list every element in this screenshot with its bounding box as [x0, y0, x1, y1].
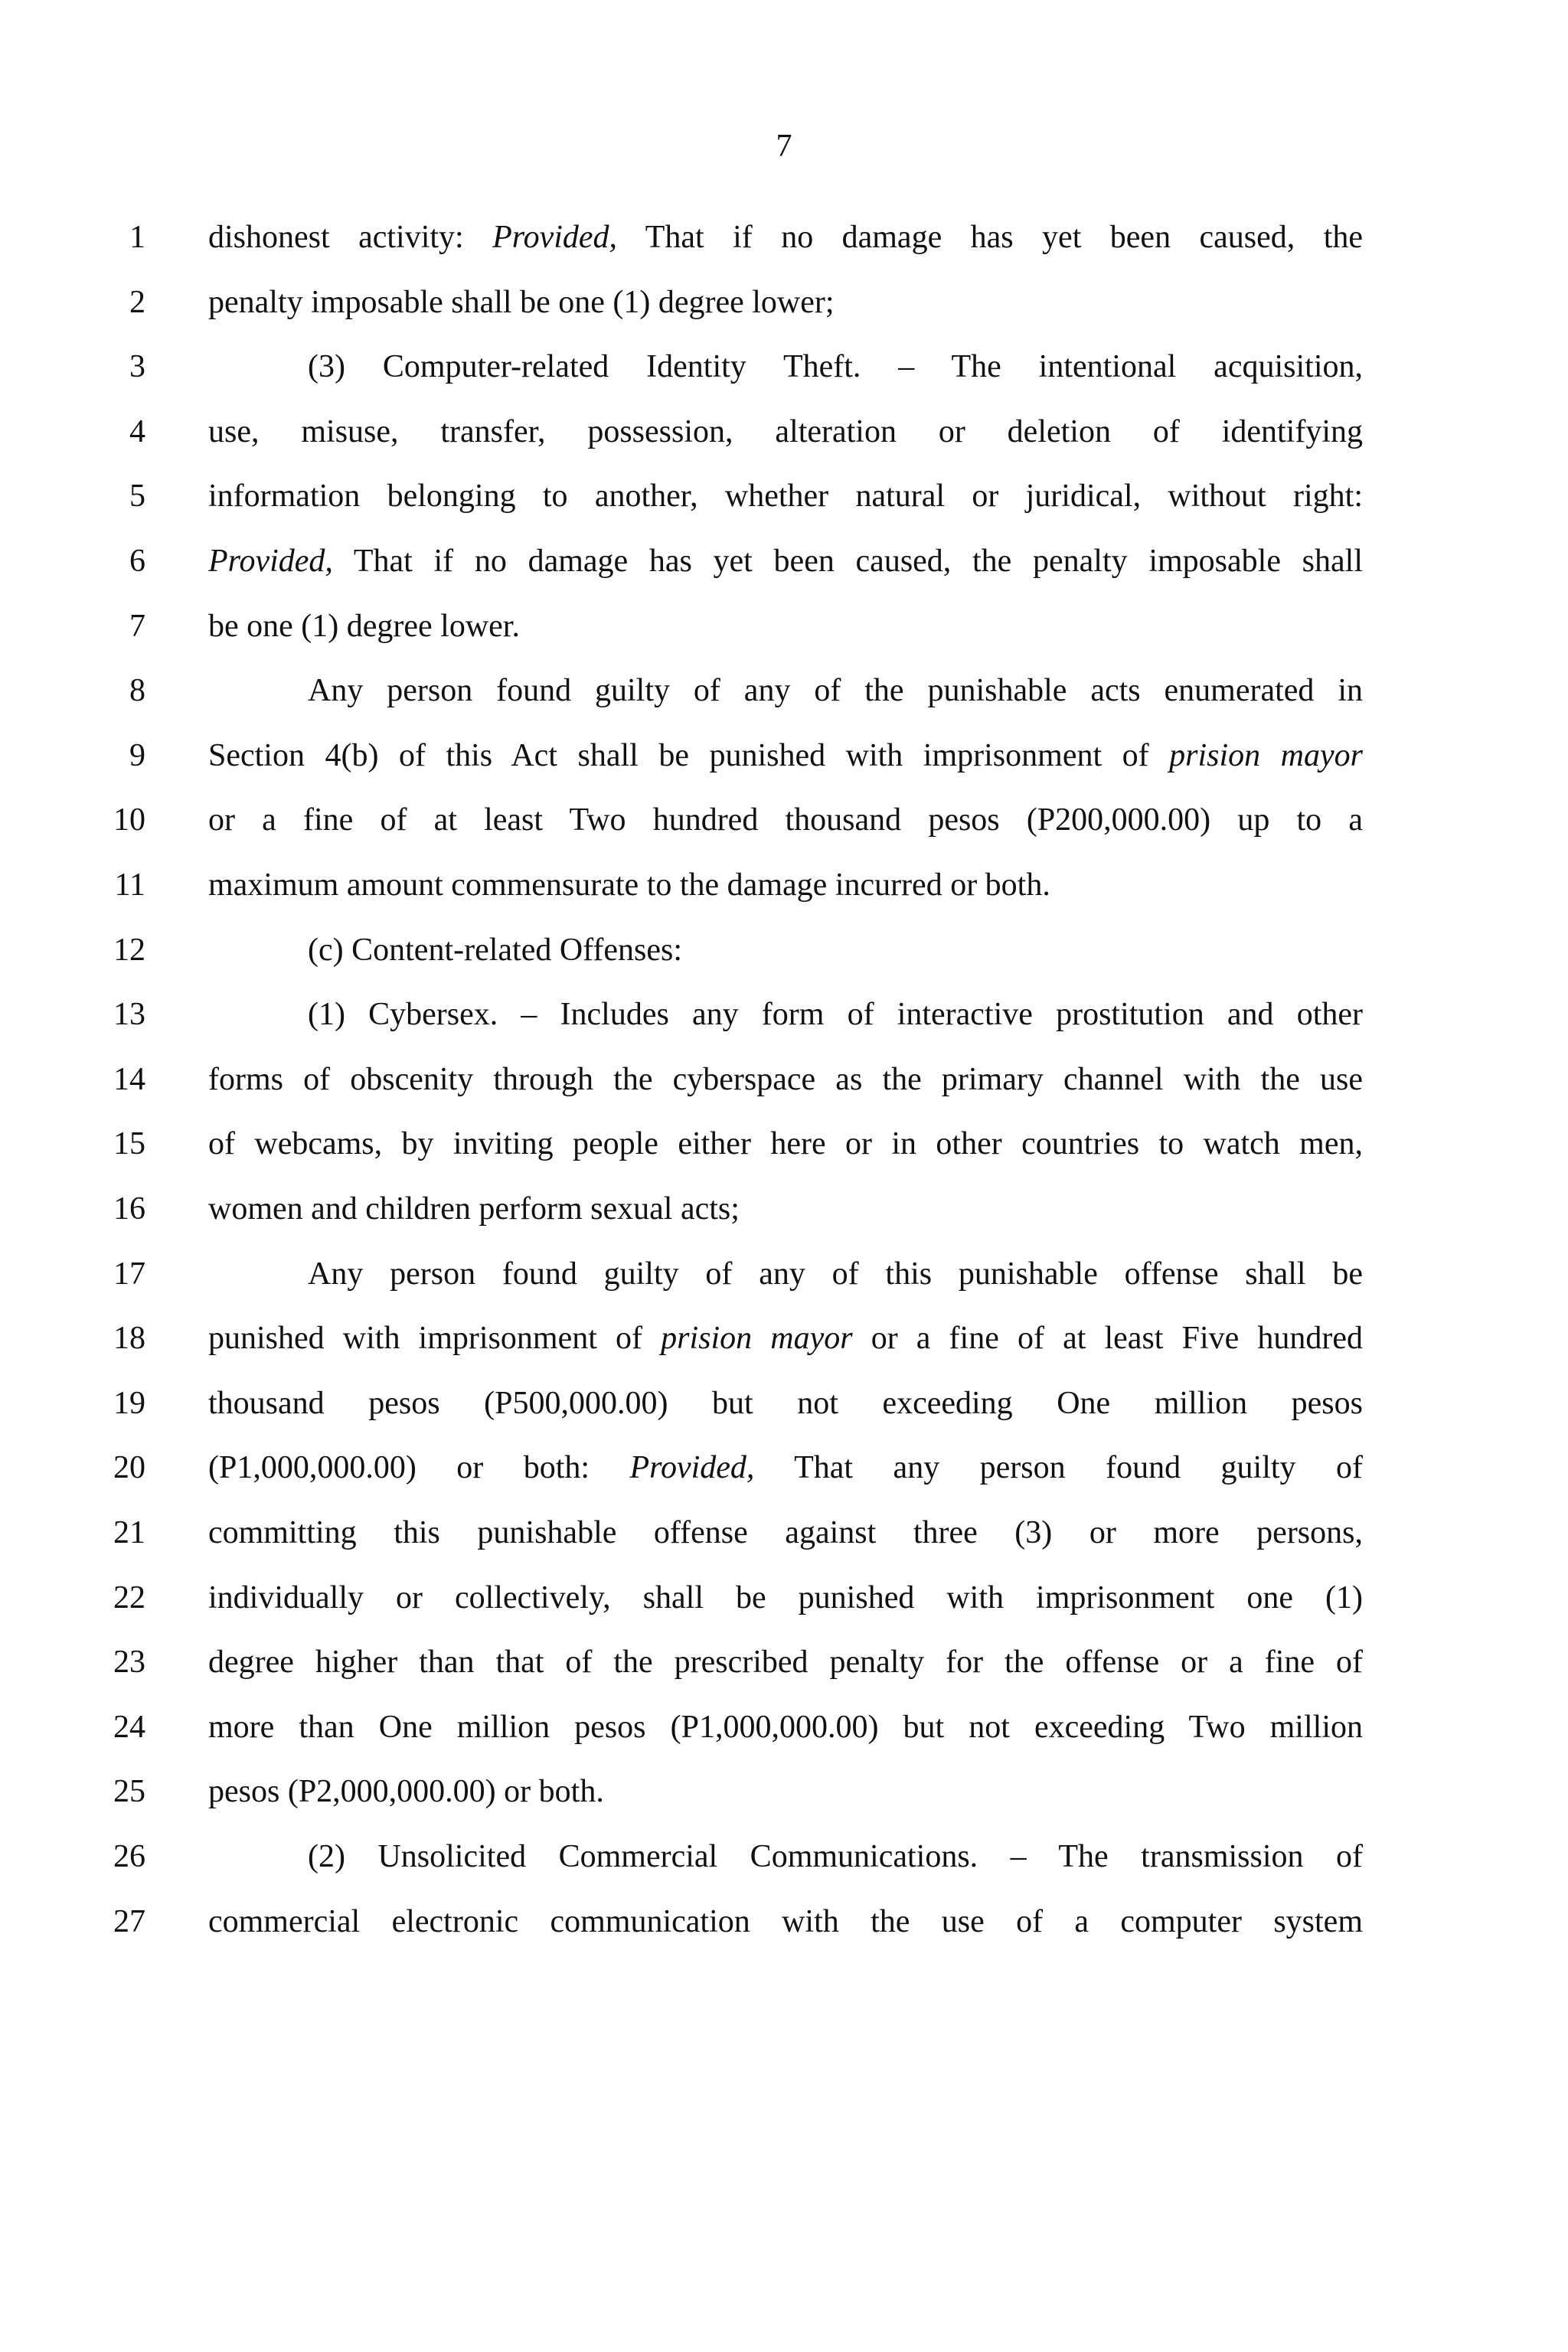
line-text [208, 724, 1363, 788]
line-text [208, 1306, 1363, 1370]
line-number: 8 [129, 673, 145, 709]
line-number: 4 [129, 413, 145, 449]
line-number: 24 [113, 1709, 145, 1745]
line-text [208, 1695, 1363, 1759]
text-segment: committing this punishable offense against three (3) or more persons, [208, 1515, 1363, 1550]
text-segment: use, misuse, transfer, possession, alteration or deletion of identifying [208, 413, 1363, 449]
line-number: 15 [113, 1126, 145, 1162]
text-segment: (2) Unsolicited Commercial Communications. – The transmission of [308, 1839, 1363, 1874]
text-segment: (c) Content-related Offenses: [308, 932, 683, 968]
text-segment: Section 4(b) of this Act shall be punished with imprisonment of [208, 737, 1170, 773]
line-number: 10 [113, 802, 145, 838]
text-segment: (1) Cybersex. – Includes any form of interactive prostitution and other [308, 997, 1363, 1033]
text-segment: more than One million pesos (P1,000,000.00) but not exceeding Two million [208, 1709, 1363, 1745]
page-number: 7 [776, 129, 792, 164]
document-line [0, 594, 1568, 658]
line-text [208, 1630, 1363, 1694]
document-line [0, 1112, 1568, 1176]
document-line [0, 853, 1568, 917]
document-line [0, 335, 1568, 399]
line-number: 26 [113, 1839, 145, 1874]
document-line [0, 1824, 1568, 1889]
line-text [208, 400, 1363, 464]
line-text [208, 529, 1363, 593]
italic-text: Provided, [492, 220, 618, 255]
text-segment: (3) Computer-related Identity Theft. – The intentional acquisition, [308, 349, 1363, 385]
line-text [208, 1501, 1363, 1565]
text-segment: maximum amount commensurate to the damage incurred or both. [208, 867, 1050, 903]
line-text [208, 1371, 1363, 1436]
document-line [0, 1759, 1568, 1824]
line-number: 17 [113, 1256, 145, 1292]
text-segment: That any person found guilty of [754, 1450, 1363, 1486]
line-number: 5 [129, 479, 145, 514]
document-line [0, 1890, 1568, 1954]
text-segment: Any person found guilty of any of the punishable acts enumerated in [308, 673, 1363, 709]
line-text [208, 982, 1363, 1047]
document-line [0, 270, 1568, 335]
line-text [208, 658, 1363, 723]
document-line [0, 1047, 1568, 1112]
text-segment: or a fine of at least Five hundred [852, 1321, 1363, 1357]
line-text [208, 1242, 1363, 1306]
text-segment: (P1,000,000.00) or both: [208, 1450, 630, 1486]
document-line [0, 1371, 1568, 1436]
text-segment: punished with imprisonment of [208, 1321, 662, 1357]
line-text [208, 205, 1363, 270]
line-number: 11 [114, 867, 145, 903]
text-segment: women and children perform sexual acts; [208, 1191, 740, 1227]
line-text [208, 594, 1363, 658]
line-number: 27 [113, 1903, 145, 1939]
line-number: 7 [129, 608, 145, 644]
document-line [0, 464, 1568, 528]
line-number: 12 [113, 932, 145, 968]
text-segment: That if no damage has yet been caused, the [617, 220, 1363, 255]
italic-text: prision mayor [1169, 737, 1363, 773]
line-text [208, 335, 1363, 399]
document-line [0, 1695, 1568, 1759]
line-text [208, 1177, 1363, 1241]
line-text [208, 1890, 1363, 1954]
line-text [208, 853, 1363, 917]
text-segment: of webcams, by inviting people either here or in other countries to watch men, [208, 1126, 1363, 1162]
line-number: 3 [129, 349, 145, 385]
document-line [0, 1630, 1568, 1694]
document-line [0, 400, 1568, 464]
line-text [208, 1047, 1363, 1112]
text-segment: individually or collectively, shall be punished with imprisonment one (1) [208, 1579, 1363, 1615]
italic-text: Provided, [208, 544, 333, 579]
line-text [208, 1566, 1363, 1630]
text-segment: or a fine of at least Two hundred thousand pesos (P200,000.00) up to a [208, 802, 1363, 838]
document-line [0, 1501, 1568, 1565]
line-number: 20 [113, 1450, 145, 1486]
line-number: 6 [129, 544, 145, 579]
line-text [208, 788, 1363, 852]
line-number: 13 [113, 997, 145, 1033]
document-line [0, 918, 1568, 982]
line-text [208, 918, 1363, 982]
line-text [208, 270, 1363, 335]
italic-text: prision mayor [661, 1321, 853, 1357]
line-number: 2 [129, 284, 145, 320]
line-number: 25 [113, 1774, 145, 1810]
line-number: 19 [113, 1385, 145, 1421]
text-segment: degree higher than that of the prescribed penalty for the offense or a fine of [208, 1645, 1363, 1681]
document-line [0, 205, 1568, 270]
line-text [208, 464, 1363, 528]
text-segment: pesos (P2,000,000.00) or both. [208, 1774, 604, 1810]
text-segment: thousand pesos (P500,000.00) but not exceeding One million pesos [208, 1385, 1363, 1421]
text-segment: Any person found guilty of any of this punishable offense shall be [308, 1256, 1363, 1292]
text-segment: forms of obscenity through the cyberspace as the primary channel with the use [208, 1061, 1363, 1097]
document-line [0, 982, 1568, 1047]
document-line [0, 1566, 1568, 1630]
document-line [0, 529, 1568, 593]
document-line [0, 1177, 1568, 1241]
document-line [0, 724, 1568, 788]
document-line [0, 788, 1568, 852]
line-text [208, 1759, 1363, 1824]
text-segment: That if no damage has yet been caused, the penalty imposable shall [332, 544, 1363, 579]
italic-text: Provided, [629, 1450, 755, 1486]
line-text [208, 1436, 1363, 1500]
document-line [0, 1436, 1568, 1500]
line-number: 22 [113, 1579, 145, 1615]
document-line [0, 658, 1568, 723]
text-segment: information belonging to another, whether natural or juridical, without right: [208, 479, 1363, 514]
line-number: 21 [113, 1515, 145, 1550]
text-segment: penalty imposable shall be one (1) degree lower; [208, 284, 835, 320]
line-number: 14 [113, 1061, 145, 1097]
line-number: 16 [113, 1191, 145, 1227]
text-segment: commercial electronic communication with the use of a computer system [208, 1903, 1363, 1939]
line-number: 9 [129, 737, 145, 773]
document-line [0, 1306, 1568, 1370]
line-text [208, 1824, 1363, 1889]
text-segment: dishonest activity: [208, 220, 493, 255]
document-line [0, 1242, 1568, 1306]
line-text [208, 1112, 1363, 1176]
line-number: 1 [129, 220, 145, 255]
line-number: 23 [113, 1645, 145, 1681]
text-segment: be one (1) degree lower. [208, 608, 520, 644]
line-number: 18 [113, 1321, 145, 1357]
